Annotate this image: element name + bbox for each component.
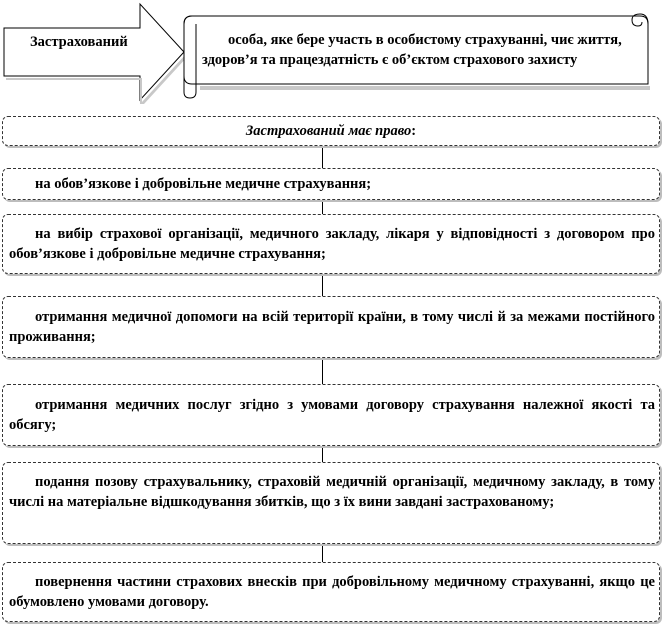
connector-line (322, 274, 323, 296)
connector-line (322, 544, 323, 562)
right-text: повернення частини страхових внесків при добровільному медичному страхуванні, якщо це обумовлено умовами договору. (9, 574, 655, 610)
insured-definition (202, 30, 632, 70)
rights-header-title: Застрахований має право (245, 123, 412, 139)
right-item-2 (2, 214, 660, 274)
right-item-1 (2, 168, 660, 200)
right-item-3 (2, 296, 660, 358)
rights-header-box (2, 116, 660, 146)
insured-arrow-shape (0, 0, 190, 104)
rights-header-suffix: : (411, 123, 417, 139)
right-text: подання позову страхувальнику, страховій медичній організації, медичному закладу, в тому числі на матеріальне відшкодування збитків, що з їх вини завдані застрахованому; (9, 474, 655, 510)
connector-line (322, 446, 323, 462)
right-text: отримання медичних послуг згідно з умовами договору страхування належної якості та обсягу; (9, 397, 655, 433)
definition-text: особа, яке бере участь в особистому страхуванні, чиє життя, здоров’я та працездатність є об’єктом страхового захисту (202, 32, 622, 68)
connector-line (322, 200, 323, 214)
right-text: на вибір страхової організації, медичного закладу, лікаря у відповідності з договором про обов’язкове і добровільне медичне страхування; (9, 226, 655, 262)
right-item-6 (2, 562, 660, 622)
connector-line (322, 358, 323, 384)
right-item-4 (2, 384, 660, 446)
right-text: отримання медичної допомоги на всій території країни, в тому числі й за межами постійного проживання; (9, 309, 655, 345)
right-text: на обов’язкове і добровільне медичне страхування; (35, 176, 372, 192)
insured-label: Застрахований (30, 34, 128, 50)
right-item-5 (2, 462, 660, 544)
connector-line (322, 146, 323, 168)
